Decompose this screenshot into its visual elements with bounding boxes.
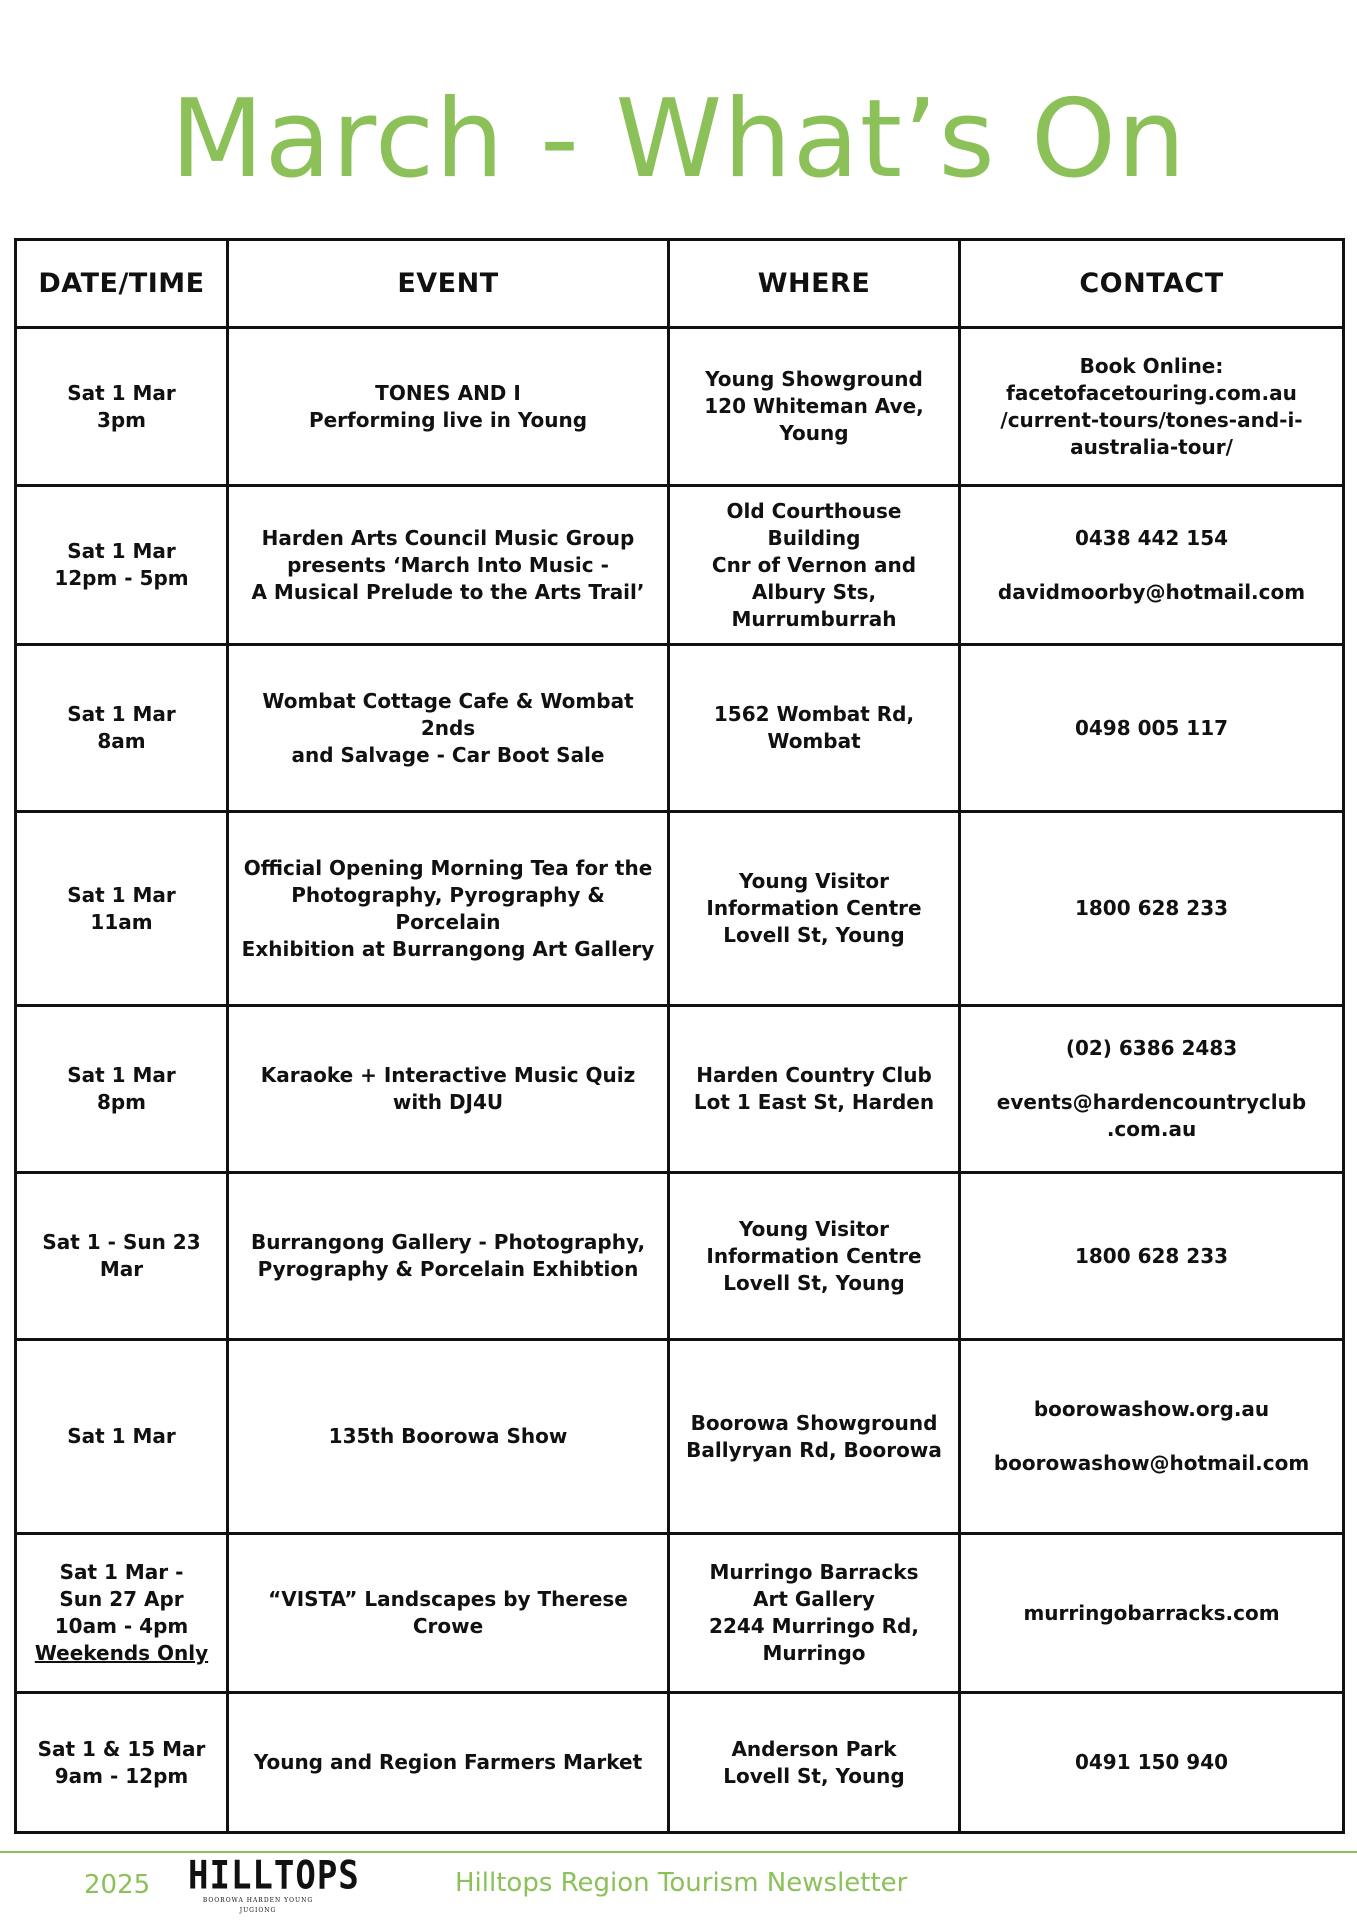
- where-line: Ballyryan Rd, Boorowa: [686, 1437, 942, 1462]
- datetime-line: 11am: [90, 909, 153, 934]
- logo-wordmark: HILLTOPS: [188, 1853, 360, 1899]
- contact-cell: [960, 1693, 1344, 1833]
- header-contact: CONTACT: [960, 240, 1344, 328]
- where-line: Lovell St, Young: [723, 1270, 905, 1295]
- contact-cell: [960, 1534, 1344, 1693]
- datetime-cell: [16, 1534, 228, 1693]
- event-cell: [228, 1693, 669, 1833]
- datetime-cell: [16, 486, 228, 645]
- datetime-line: Sat 1 Mar: [67, 882, 176, 907]
- events-table: [14, 238, 1345, 1834]
- datetime-cell: [16, 328, 228, 486]
- contact-link[interactable]: /current-tours/tones-and-i-: [1000, 407, 1303, 432]
- where-line: 1562 Wombat Rd,: [713, 702, 915, 726]
- where-line: Young Showground: [705, 367, 923, 391]
- table-row: [16, 1006, 1344, 1173]
- where-line: Information Centre: [706, 896, 922, 920]
- where-line: Anderson Park: [731, 1736, 897, 1761]
- event-line: with DJ4U: [392, 1090, 504, 1114]
- where-cell: [669, 645, 960, 812]
- event-line: Karaoke + Interactive Music Quiz: [260, 1063, 636, 1087]
- where-line: Lovell St, Young: [723, 1763, 905, 1788]
- event-line: Young and Region Farmers Market: [253, 1750, 643, 1774]
- contact-phone[interactable]: 1800 628 233: [1074, 896, 1229, 920]
- contact-link[interactable]: facetofacetouring.com.au: [1006, 380, 1297, 405]
- contact-spacer: [971, 1062, 1332, 1089]
- event-cell: [228, 1534, 669, 1693]
- where-line: 2244 Murringo Rd,: [709, 1614, 919, 1638]
- event-line: and Salvage - Car Boot Sale: [291, 742, 605, 767]
- contact-cell: [960, 328, 1344, 486]
- contact-phone[interactable]: 0491 150 940: [1074, 1750, 1229, 1774]
- datetime-line: Sat 1 Mar: [67, 702, 176, 726]
- where-line: 120 Whiteman Ave,: [704, 394, 924, 418]
- newsletter-title: Hilltops Region Tourism Newsletter: [455, 1868, 908, 1898]
- header-event: EVENT: [228, 240, 669, 328]
- datetime-cell: [16, 1006, 228, 1173]
- datetime-line: 9am - 12pm: [54, 1763, 189, 1788]
- contact-spacer: [971, 1423, 1332, 1450]
- contact-link[interactable]: murringobarracks.com: [1023, 1600, 1280, 1625]
- where-cell: [669, 328, 960, 486]
- table-row: [16, 812, 1344, 1006]
- event-cell: [228, 328, 669, 486]
- datetime-line: Weekends Only: [34, 1641, 209, 1665]
- contact-spacer: [971, 552, 1332, 579]
- datetime-line: 8am: [97, 729, 146, 753]
- contact-cell: [960, 812, 1344, 1006]
- contact-phone[interactable]: 1800 628 233: [1074, 1243, 1229, 1268]
- page-title: March - What’s On: [170, 77, 1187, 202]
- contact-cell: [960, 486, 1344, 645]
- where-cell: [669, 486, 960, 645]
- datetime-line: 8pm: [96, 1090, 147, 1114]
- where-line: Young: [779, 421, 849, 445]
- where-line: Art Gallery: [753, 1587, 875, 1611]
- footer-year: 2025: [84, 1870, 151, 1900]
- where-line: Lovell St, Young: [723, 923, 905, 947]
- where-line: Harden Country Club: [696, 1063, 932, 1087]
- where-line: Young Visitor: [738, 869, 890, 893]
- datetime-line: Sat 1 Mar: [67, 1063, 176, 1087]
- datetime-line: Sat 1 Mar -: [59, 1560, 184, 1584]
- datetime-line: Sat 1 Mar: [67, 1424, 176, 1448]
- event-cell: [228, 645, 669, 812]
- contact-email[interactable]: events@hardencountryclub: [996, 1090, 1307, 1114]
- event-cell: [228, 1173, 669, 1340]
- datetime-cell: [16, 1173, 228, 1340]
- where-line: Old Courthouse Building: [726, 498, 902, 550]
- contact-phone[interactable]: 0498 005 117: [1074, 715, 1229, 740]
- datetime-line: Sun 27 Apr: [59, 1587, 184, 1611]
- where-cell: [669, 1173, 960, 1340]
- event-line: A Musical Prelude to the Arts Trail’: [251, 579, 645, 604]
- event-line: presents ‘March Into Music -: [287, 552, 609, 577]
- hilltops-logo: [188, 1853, 360, 1916]
- where-line: Lot 1 East St, Harden: [693, 1090, 935, 1114]
- datetime-line: Sat 1 Mar: [67, 539, 176, 563]
- contact-link[interactable]: boorowashow.org.au: [1033, 1397, 1270, 1421]
- event-cell: [228, 812, 669, 1006]
- datetime-line: Mar: [99, 1257, 144, 1281]
- where-line: Albury Sts,: [751, 579, 877, 604]
- table-header-row: [16, 240, 1344, 328]
- logo-subtext: BOOROWA HARDEN YOUNG JUGIONG: [202, 1897, 314, 1914]
- contact-phone[interactable]: 0438 442 154: [1074, 525, 1229, 550]
- datetime-cell: [16, 1340, 228, 1534]
- contact-email[interactable]: davidmoorby@hotmail.com: [997, 579, 1306, 604]
- datetime-line: 12pm - 5pm: [54, 566, 189, 590]
- where-cell: [669, 1534, 960, 1693]
- datetime-line: Sat 1 & 15 Mar: [37, 1736, 206, 1761]
- contact-cell: [960, 1173, 1344, 1340]
- contact-email[interactable]: .com.au: [1106, 1117, 1197, 1141]
- datetime-line: 3pm: [96, 407, 147, 432]
- datetime-line: Sat 1 Mar: [67, 380, 176, 405]
- table-row: [16, 1693, 1344, 1833]
- contact-cell: [960, 1006, 1344, 1173]
- where-cell: [669, 1693, 960, 1833]
- where-line: Wombat: [767, 729, 861, 753]
- contact-phone[interactable]: (02) 6386 2483: [1065, 1036, 1238, 1060]
- event-line: “VISTA” Landscapes by Therese Crowe: [268, 1587, 628, 1638]
- where-line: Information Centre: [706, 1243, 922, 1268]
- event-line: Harden Arts Council Music Group: [261, 525, 635, 550]
- event-cell: [228, 1340, 669, 1534]
- datetime-cell: [16, 1693, 228, 1833]
- table-row: [16, 1534, 1344, 1693]
- where-line: Murrumburrah: [731, 606, 897, 631]
- where-line: Cnr of Vernon and: [711, 552, 917, 577]
- event-line: Exhibition at Burrangong Art Gallery: [241, 936, 655, 961]
- event-line: 135th Boorowa Show: [328, 1424, 568, 1448]
- event-line: Burrangong Gallery - Photography,: [250, 1230, 646, 1254]
- where-line: Murringo: [762, 1641, 866, 1665]
- event-line: Pyrography & Porcelain Exhibtion: [257, 1257, 639, 1281]
- table-row: [16, 328, 1344, 486]
- table-row: [16, 1173, 1344, 1340]
- where-cell: [669, 1006, 960, 1173]
- where-line: Murringo Barracks: [709, 1560, 919, 1584]
- event-line: TONES AND I: [375, 380, 521, 405]
- contact-cell: [960, 1340, 1344, 1534]
- datetime-cell: [16, 812, 228, 1006]
- table-row: [16, 1340, 1344, 1534]
- datetime-line: Sat 1 - Sun 23: [42, 1230, 201, 1254]
- where-line: Boorowa Showground: [690, 1410, 938, 1435]
- contact-link[interactable]: australia-tour/: [1070, 434, 1233, 459]
- contact-line: Book Online:: [1079, 353, 1224, 378]
- table-row: [16, 645, 1344, 812]
- where-cell: [669, 812, 960, 1006]
- event-cell: [228, 486, 669, 645]
- contact-cell: [960, 645, 1344, 812]
- where-cell: [669, 1340, 960, 1534]
- where-line: Young Visitor: [738, 1216, 890, 1241]
- event-cell: [228, 1006, 669, 1173]
- header-where: WHERE: [669, 240, 960, 328]
- datetime-line: 10am - 4pm: [54, 1614, 189, 1638]
- event-line: Official Opening Morning Tea for the: [243, 855, 653, 880]
- datetime-cell: [16, 645, 228, 812]
- event-line: Performing live in Young: [308, 407, 588, 432]
- header-datetime: DATE/TIME: [16, 240, 228, 328]
- event-line: Photography, Pyrography & Porcelain: [291, 882, 605, 934]
- event-line: Wombat Cottage Cafe & Wombat 2nds: [262, 688, 634, 740]
- contact-email[interactable]: boorowashow@hotmail.com: [993, 1451, 1310, 1475]
- table-row: [16, 486, 1344, 645]
